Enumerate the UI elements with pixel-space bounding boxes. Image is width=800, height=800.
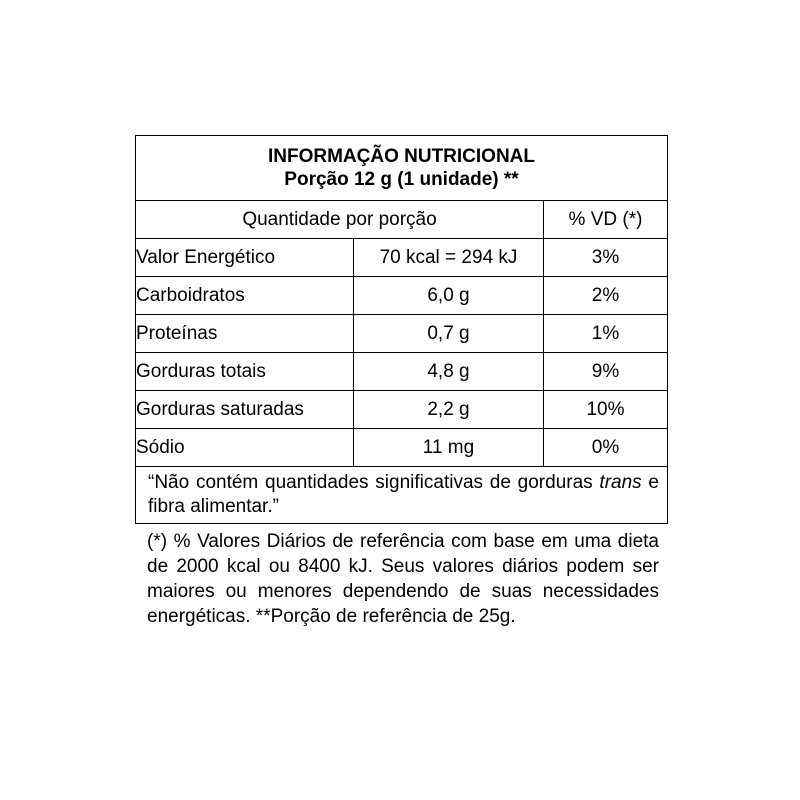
nutrient-name: Gorduras saturadas xyxy=(136,391,354,429)
nutrient-name: Carboidratos xyxy=(136,277,354,315)
table-title: INFORMAÇÃO NUTRICIONAL xyxy=(267,146,536,167)
nutrient-amount: 0,7 g xyxy=(354,315,544,353)
nutrient-name: Valor Energético xyxy=(136,239,354,277)
serving-size: Porção 12 g (1 unidade) ** xyxy=(284,169,519,190)
note-text-before: “Não contém quantidades significativas de gorduras xyxy=(148,472,600,493)
table-row xyxy=(136,353,668,391)
table-row xyxy=(136,239,668,277)
note-text-italic: trans xyxy=(599,472,642,493)
nutrient-amount: 70 kcal = 294 kJ xyxy=(354,239,544,277)
footnote: (*) % Valores Diários de referência com base em uma dieta de 2000 kcal ou 8400 kJ. Seus valores diários podem ser maiores ou menores dependendo de suas necessidades energéticas. **Porção de referência de 25g. xyxy=(147,531,659,627)
nutrient-vd: 0% xyxy=(544,429,668,467)
nutrient-vd: 10% xyxy=(544,391,668,429)
nutrient-amount: 6,0 g xyxy=(354,277,544,315)
table-row xyxy=(136,315,668,353)
table-row xyxy=(136,277,668,315)
note-text-after: e fibra alimentar.” xyxy=(148,472,659,517)
nutrition-facts-panel xyxy=(135,135,667,629)
table-title-cell xyxy=(136,136,668,201)
nutrient-amount: 4,8 g xyxy=(354,353,544,391)
table-note xyxy=(136,467,668,524)
nutrient-vd: 2% xyxy=(544,277,668,315)
header-vd: % VD (*) xyxy=(544,201,668,239)
nutrient-vd: 3% xyxy=(544,239,668,277)
nutrient-vd: 9% xyxy=(544,353,668,391)
nutrition-table xyxy=(135,135,668,524)
table-row xyxy=(136,391,668,429)
table-row xyxy=(136,429,668,467)
table-header-row xyxy=(136,201,668,239)
nutrient-name: Sódio xyxy=(136,429,354,467)
nutrient-name: Gorduras totais xyxy=(136,353,354,391)
nutrient-vd: 1% xyxy=(544,315,668,353)
nutrient-name: Proteínas xyxy=(136,315,354,353)
header-quantity: Quantidade por porção xyxy=(136,201,544,239)
nutrient-amount: 2,2 g xyxy=(354,391,544,429)
nutrient-amount: 11 mg xyxy=(354,429,544,467)
